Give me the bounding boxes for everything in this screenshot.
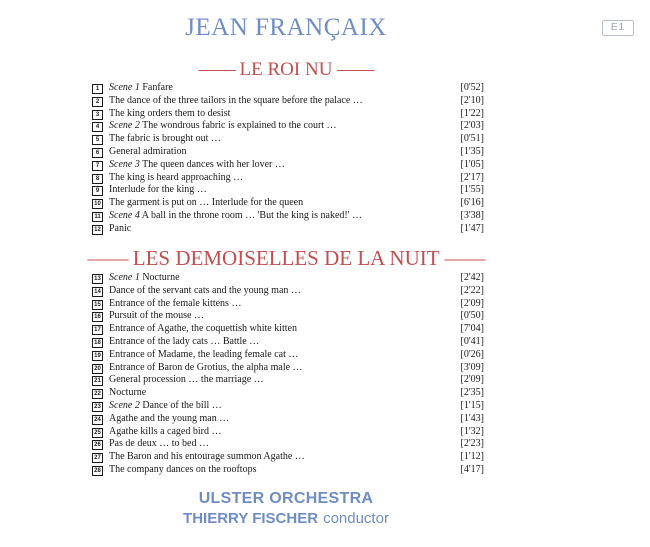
track-row (92, 374, 484, 387)
track-number-box: 12 (92, 225, 103, 235)
title-rule-right: —— (337, 59, 374, 80)
scene-label: Scene 1 (109, 82, 140, 93)
track-title (109, 464, 256, 477)
track-description: Pas de deux … to bed … (109, 438, 209, 450)
track-row (92, 451, 484, 464)
conductor-role: conductor (323, 510, 389, 527)
track-duration: [2'23] (460, 438, 484, 450)
track-duration: [2'09] (460, 374, 484, 386)
track-row (92, 172, 484, 185)
scene-label: Scene 1 (109, 272, 140, 283)
track-title (109, 451, 305, 464)
title-rule-left: —— (87, 246, 128, 270)
track-row (92, 108, 484, 121)
conductor-credit (0, 510, 572, 527)
track-description: Panic (109, 222, 132, 234)
track-number-box: 3 (92, 110, 103, 120)
track-duration: [3'09] (460, 361, 484, 373)
track-duration: [0'41] (460, 335, 484, 347)
track-number-box: 21 (92, 376, 103, 386)
track-duration: [1'47] (460, 222, 484, 234)
track-duration: [2'03] (460, 120, 484, 132)
track-duration: [6'16] (460, 197, 484, 209)
track-row (92, 413, 484, 426)
track-description: Entrance of Baron de Grotius, the alpha male … (109, 361, 303, 373)
track-description: The queen dances with her lover … (142, 158, 285, 170)
track-number-box: 6 (92, 148, 103, 158)
track-row (92, 349, 484, 362)
track-number-box: 13 (92, 274, 103, 284)
track-description: The Baron and his entourage summon Agathe … (109, 451, 305, 463)
track-duration: [2'42] (460, 272, 484, 283)
track-duration: [3'38] (460, 209, 484, 221)
track-number-box: 18 (92, 338, 103, 348)
tracklist-les-demoiselles (92, 272, 484, 477)
label-logo: E1 (602, 20, 634, 36)
track-number-box: 28 (92, 466, 103, 476)
track-row (92, 426, 484, 439)
track-row (92, 82, 484, 95)
track-title (109, 95, 363, 108)
track-row (92, 438, 484, 451)
track-row (92, 387, 484, 400)
track-description: Entrance of the lady cats … Battle … (109, 335, 260, 347)
track-number-box: 19 (92, 351, 103, 361)
track-title (109, 438, 209, 451)
track-number-box: 15 (92, 300, 103, 310)
track-row (92, 310, 484, 323)
track-description: General procession … the marriage … (109, 374, 264, 386)
track-title (109, 172, 243, 185)
track-title (109, 210, 362, 223)
track-duration: [0'26] (460, 348, 484, 360)
title-rule-left: —— (198, 59, 235, 80)
track-description: Fanfare (142, 82, 173, 93)
track-row (92, 336, 484, 349)
track-number-box: 16 (92, 312, 103, 322)
tracklist-le-roi-nu (92, 82, 484, 236)
track-row (92, 400, 484, 413)
track-duration: [2'17] (460, 171, 484, 183)
track-row (92, 464, 484, 477)
track-duration: [4'17] (460, 463, 484, 475)
track-row (92, 159, 484, 172)
track-duration: [1'15] (460, 399, 484, 411)
scene-label: Scene 2 (109, 399, 140, 411)
track-title (109, 426, 221, 439)
track-row (92, 120, 484, 133)
track-row (92, 298, 484, 311)
work-title-les-demoiselles (0, 246, 572, 271)
track-row (92, 146, 484, 159)
track-description: Dance of the bill … (142, 399, 222, 411)
track-number-box: 1 (92, 84, 103, 94)
track-duration: [2'22] (460, 284, 484, 296)
track-number-box: 11 (92, 212, 103, 222)
track-number-box: 17 (92, 325, 103, 335)
track-description: Agathe kills a caged bird … (109, 425, 222, 437)
work-title-le-roi-nu (0, 59, 572, 81)
track-title (109, 323, 297, 336)
track-row (92, 223, 484, 236)
track-title (109, 272, 180, 285)
track-number-box: 24 (92, 415, 103, 425)
track-number-box: 2 (92, 97, 103, 107)
track-title (109, 413, 229, 426)
track-description: The company dances on the rooftops (109, 463, 257, 475)
track-description: The fabric is brought out … (109, 133, 221, 145)
track-description: Dance of the servant cats and the young man … (109, 284, 301, 296)
track-description: Nocturne (142, 272, 180, 283)
track-number-box: 26 (92, 440, 103, 450)
track-row (92, 323, 484, 336)
track-duration: [1'55] (460, 184, 484, 196)
track-description: Entrance of the female kittens … (109, 297, 242, 309)
track-description: Pursuit of the mouse … (109, 310, 204, 322)
track-title (109, 108, 230, 121)
track-title (109, 159, 285, 172)
track-description: Interlude for the king … (109, 184, 207, 196)
track-description: The dance of the three tailors in the square before the palace … (109, 94, 363, 106)
track-description: Entrance of Madame, the leading female cat … (109, 348, 299, 360)
track-title (109, 285, 301, 298)
track-title (109, 310, 204, 323)
track-duration: [1'32] (460, 425, 484, 437)
track-number-box: 8 (92, 174, 103, 184)
track-number-box: 23 (92, 402, 103, 412)
track-duration: [2'10] (460, 94, 484, 106)
track-number-box: 20 (92, 364, 103, 374)
track-title (109, 400, 222, 413)
track-title (109, 298, 241, 311)
track-duration: [1'35] (460, 145, 484, 157)
track-duration: [0'50] (460, 310, 484, 322)
track-duration: [1'05] (460, 158, 484, 170)
track-description: General admiration (109, 145, 187, 157)
scene-label: Scene 4 (109, 209, 140, 221)
track-row (92, 362, 484, 375)
track-row (92, 210, 484, 223)
track-title (109, 133, 221, 146)
track-row (92, 95, 484, 108)
track-title (109, 362, 303, 375)
conductor-name: THIERRY FISCHER (183, 510, 319, 527)
track-number-box: 5 (92, 135, 103, 145)
scene-label: Scene 3 (109, 158, 140, 170)
track-title (109, 146, 186, 159)
track-number-box: 10 (92, 199, 103, 209)
track-description: The king orders them to desist (109, 107, 231, 119)
track-duration: [0'51] (460, 133, 484, 145)
orchestra-name: ULSTER ORCHESTRA (198, 490, 374, 507)
track-number-box: 25 (92, 428, 103, 438)
track-duration: [1'43] (460, 412, 484, 424)
work-title-text: LES DEMOISELLES DE LA NUIT (132, 246, 440, 270)
track-number-box: 22 (92, 389, 103, 399)
track-duration: [1'22] (460, 107, 484, 119)
track-description: The king is heard approaching … (109, 171, 244, 183)
track-title (109, 82, 173, 95)
track-duration: [0'52] (460, 82, 484, 93)
track-title (109, 120, 337, 133)
track-duration: [7'04] (460, 323, 484, 335)
track-row (92, 285, 484, 298)
track-description: Nocturne (109, 387, 147, 399)
track-description: Agathe and the young man … (109, 412, 230, 424)
track-duration: [2'35] (460, 387, 484, 399)
work-title-text: LE ROI NU (239, 59, 333, 80)
track-title (109, 349, 298, 362)
track-title (109, 223, 131, 236)
track-title (109, 184, 207, 197)
track-description: The wondrous fabric is explained to the court … (142, 120, 337, 132)
track-duration: [2'09] (460, 297, 484, 309)
track-description: A ball in the throne room … 'But the king is naked!' … (141, 209, 363, 221)
track-title (109, 197, 303, 210)
track-title (109, 336, 259, 349)
track-duration: [1'12] (460, 451, 484, 463)
track-row (92, 197, 484, 210)
track-number-box: 14 (92, 287, 103, 297)
track-description: The garment is put on … Interlude for the queen (109, 197, 304, 209)
track-number-box: 4 (92, 122, 103, 132)
track-number-box: 7 (92, 161, 103, 171)
track-row (92, 184, 484, 197)
scene-label: Scene 2 (109, 120, 140, 132)
title-rule-right: —— (444, 246, 485, 270)
track-number-box: 27 (92, 453, 103, 463)
track-title (109, 374, 264, 387)
track-row (92, 133, 484, 146)
track-description: Entrance of Agathe, the coquettish white kitten (109, 323, 297, 335)
track-title (109, 387, 146, 400)
track-row (92, 272, 484, 285)
track-number-box: 9 (92, 186, 103, 196)
composer-name: JEAN FRANÇAIX (185, 14, 387, 41)
